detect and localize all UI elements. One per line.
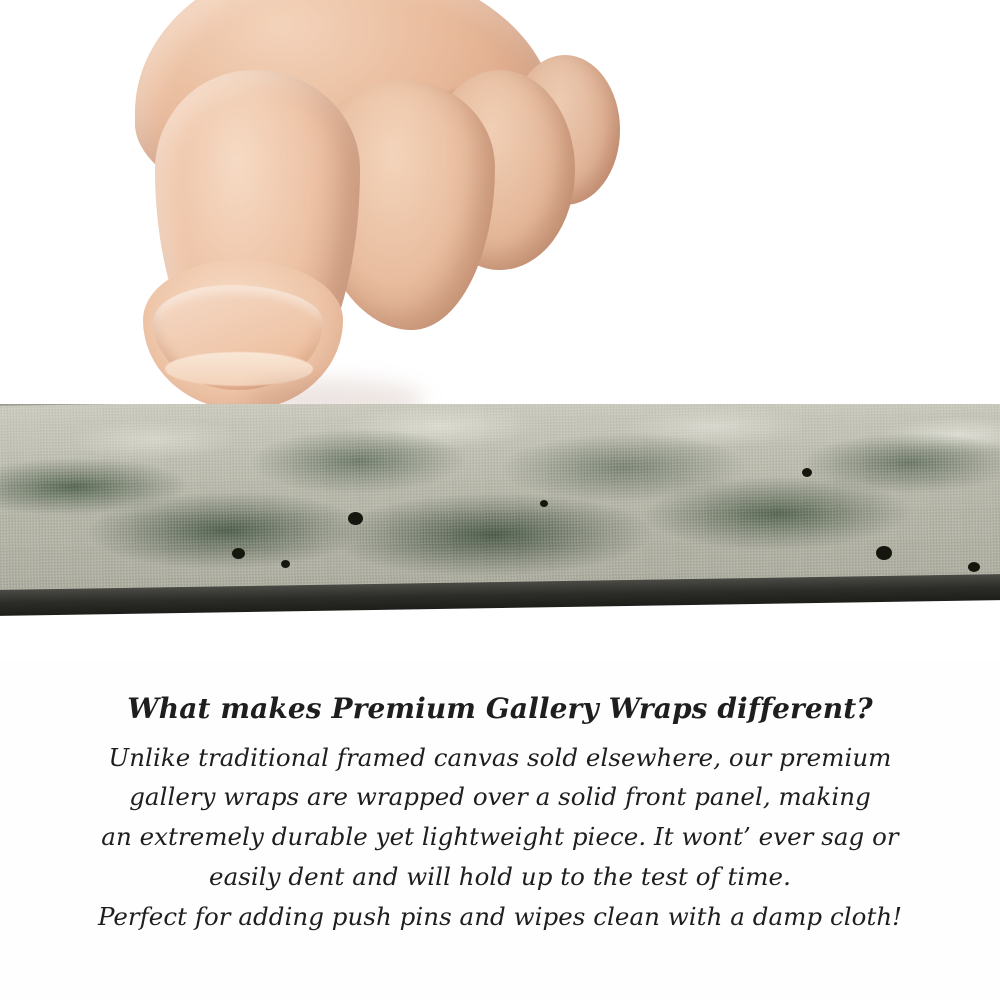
- canvas-edge-band: [0, 404, 1000, 619]
- caption-line: gallery wraps are wrapped over a solid front panel, making: [129, 782, 871, 812]
- fingernail-tip: [165, 352, 313, 386]
- artwork-speck: [802, 468, 812, 477]
- caption-line: an extremely durable yet lightweight piece. It wont’ ever sag or: [101, 822, 899, 852]
- artwork-speck: [876, 546, 892, 560]
- caption-line: Perfect for adding push pins and wipes clean with a damp cloth!: [97, 901, 903, 931]
- artwork-speck: [281, 560, 290, 568]
- caption-line: easily dent and will hold up to the test of time.: [209, 861, 791, 891]
- hand-illustration: [95, 0, 565, 430]
- artwork-speck: [232, 548, 245, 559]
- artwork-speck: [968, 562, 980, 572]
- caption-block: [0, 690, 1000, 936]
- artwork-speck: [348, 512, 363, 525]
- caption-line: Unlike traditional framed canvas sold elsewhere, our premium: [108, 742, 892, 772]
- caption-title: What makes Premium Gallery Wraps different?: [127, 692, 873, 725]
- artwork-speck: [540, 500, 548, 507]
